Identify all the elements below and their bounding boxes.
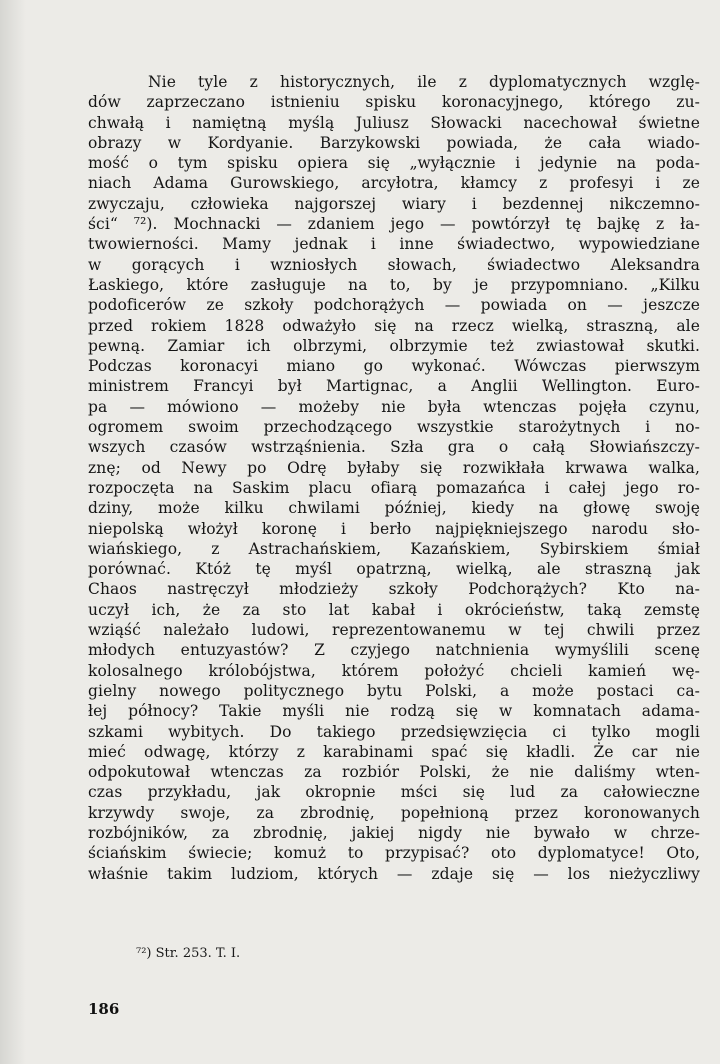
text-line: młodych entuzyastów? Z czyjego natchnienia wymyślili scenę: [88, 641, 700, 660]
text-line: gielny nowego politycznego bytu Polski, a może postaci ca-: [88, 681, 700, 700]
text-line: ści“ ⁷²). Mochnacki — zdaniem jego — powtórzył tę bajkę z ła-: [88, 215, 700, 234]
text-line: obrazy w Kordyanie. Barzykowski powiada, że cała wiado-: [88, 133, 700, 152]
text-line: wziąść należało ludowi, reprezentowanemu w tej chwili przez: [88, 621, 700, 640]
text-line: podoficerów ze szkoły podchorążych — powiada on — jeszcze: [88, 296, 700, 315]
text-line: ogromem swoim przechodzącego wszystkie starożytnych i no-: [88, 418, 700, 437]
text-line: czas przykładu, jak okropnie mści się lud za całowieczne: [88, 783, 700, 802]
text-line: ministrem Francyi był Martignac, a Anglii Wellington. Euro-: [88, 377, 700, 396]
text-line: Łaskiego, które zasługuje na to, by je przypomniano. „Kilku: [88, 275, 700, 294]
text-line: rozpoczęta na Saskim placu ofiarą pomazańca i całej jego ro-: [88, 478, 700, 497]
text-line: wszych czasów wstrząśnienia. Szła gra o całą Słowiańszczy-: [88, 438, 700, 457]
footnote-marker: ⁷²): [136, 946, 152, 961]
text-line: pewną. Zamiar ich olbrzymi, olbrzymie też zwiastował skutki.: [88, 336, 700, 355]
text-line: zwyczaju, człowieka najgorszej wiary i bezdennej nikczemno-: [88, 194, 700, 213]
text-line: twowierności. Mamy jednak i inne świadectwo, wypowiedziane: [88, 235, 700, 254]
text-line: niepolską włożył koronę i berło najpiękniejszego narodu sło-: [88, 519, 700, 538]
text-line: w gorących i wzniosłych słowach, świadectwo Aleksandra: [88, 255, 700, 274]
footnote: [136, 946, 240, 961]
text-line: przed rokiem 1828 odważyło się na rzecz wielką, straszną, ale: [88, 316, 700, 335]
text-line: pa — mówiono — możeby nie była wtenczas pojęła czynu,: [88, 397, 700, 416]
text-line: znę; od Newy po Odrę byłaby się rozwikłała krwawa walka,: [88, 458, 700, 477]
text-line: dów zaprzeczano istnieniu spisku koronacyjnego, którego zu-: [88, 93, 700, 112]
page-number: 186: [88, 1000, 120, 1018]
text-line: wiańskiego, z Astrachańskiem, Kazańskiem, Sybirskiem śmiał: [88, 539, 700, 558]
text-line: Nie tyle z historycznych, ile z dyplomatycznych wzglę-: [148, 73, 700, 91]
text-line: właśnie takim ludziom, których — zdaje się — los nieżyczliwy: [88, 864, 700, 883]
text-line: chwałą i namiętną myślą Juliusz Słowacki nacechował świetne: [88, 113, 700, 132]
text-line: porównać. Któż tę myśl opatrzną, wielką, ale straszną jak: [88, 560, 700, 579]
text-line: niach Adama Gurowskiego, arcyłotra, kłamcy z profesyi i ze: [88, 174, 700, 193]
body-text: [88, 72, 700, 884]
text-line: kolosalnego królobójstwa, którem położyć chcieli kamień wę-: [88, 661, 700, 680]
text-line: ściańskim świecie; komuż to przypisać? oto dyplomatyce! Oto,: [88, 844, 700, 863]
text-line: Chaos nastręczył młodzieży szkoły Podchorążych? Kto na-: [88, 580, 700, 599]
text-line: rozbójników, za zbrodnię, jakiej nigdy nie bywało w chrze-: [88, 823, 700, 842]
text-line: Podczas koronacyi miano go wykonać. Wówczas pierwszym: [88, 357, 700, 376]
text-line: dziny, może kilku chwilami później, kiedy na głowę swoję: [88, 499, 700, 518]
footnote-text: Str. 253. T. I.: [155, 946, 241, 961]
text-line: uczył ich, że za sto lat kabał i okrócieństw, taką zemstę: [88, 600, 700, 619]
text-line: odpokutował wtenczas za rozbiór Polski, że nie daliśmy wten-: [88, 763, 700, 782]
text-line: mieć odwagę, którzy z karabinami spać się kładli. Że car nie: [88, 742, 700, 761]
text-line: szkami wybitych. Do takiego przedsięwzięcia ci tylko mogli: [88, 722, 700, 741]
text-line: krzywdy swoje, za zbrodnię, popełnioną przez koronowanych: [88, 803, 700, 822]
text-line: łej północy? Takie myśli nie rodzą się w komnatach adama-: [88, 702, 700, 721]
page-binding-edge: [0, 0, 26, 1064]
text-line: mość o tym spisku opiera się „wyłącznie i jedynie na poda-: [88, 154, 700, 173]
